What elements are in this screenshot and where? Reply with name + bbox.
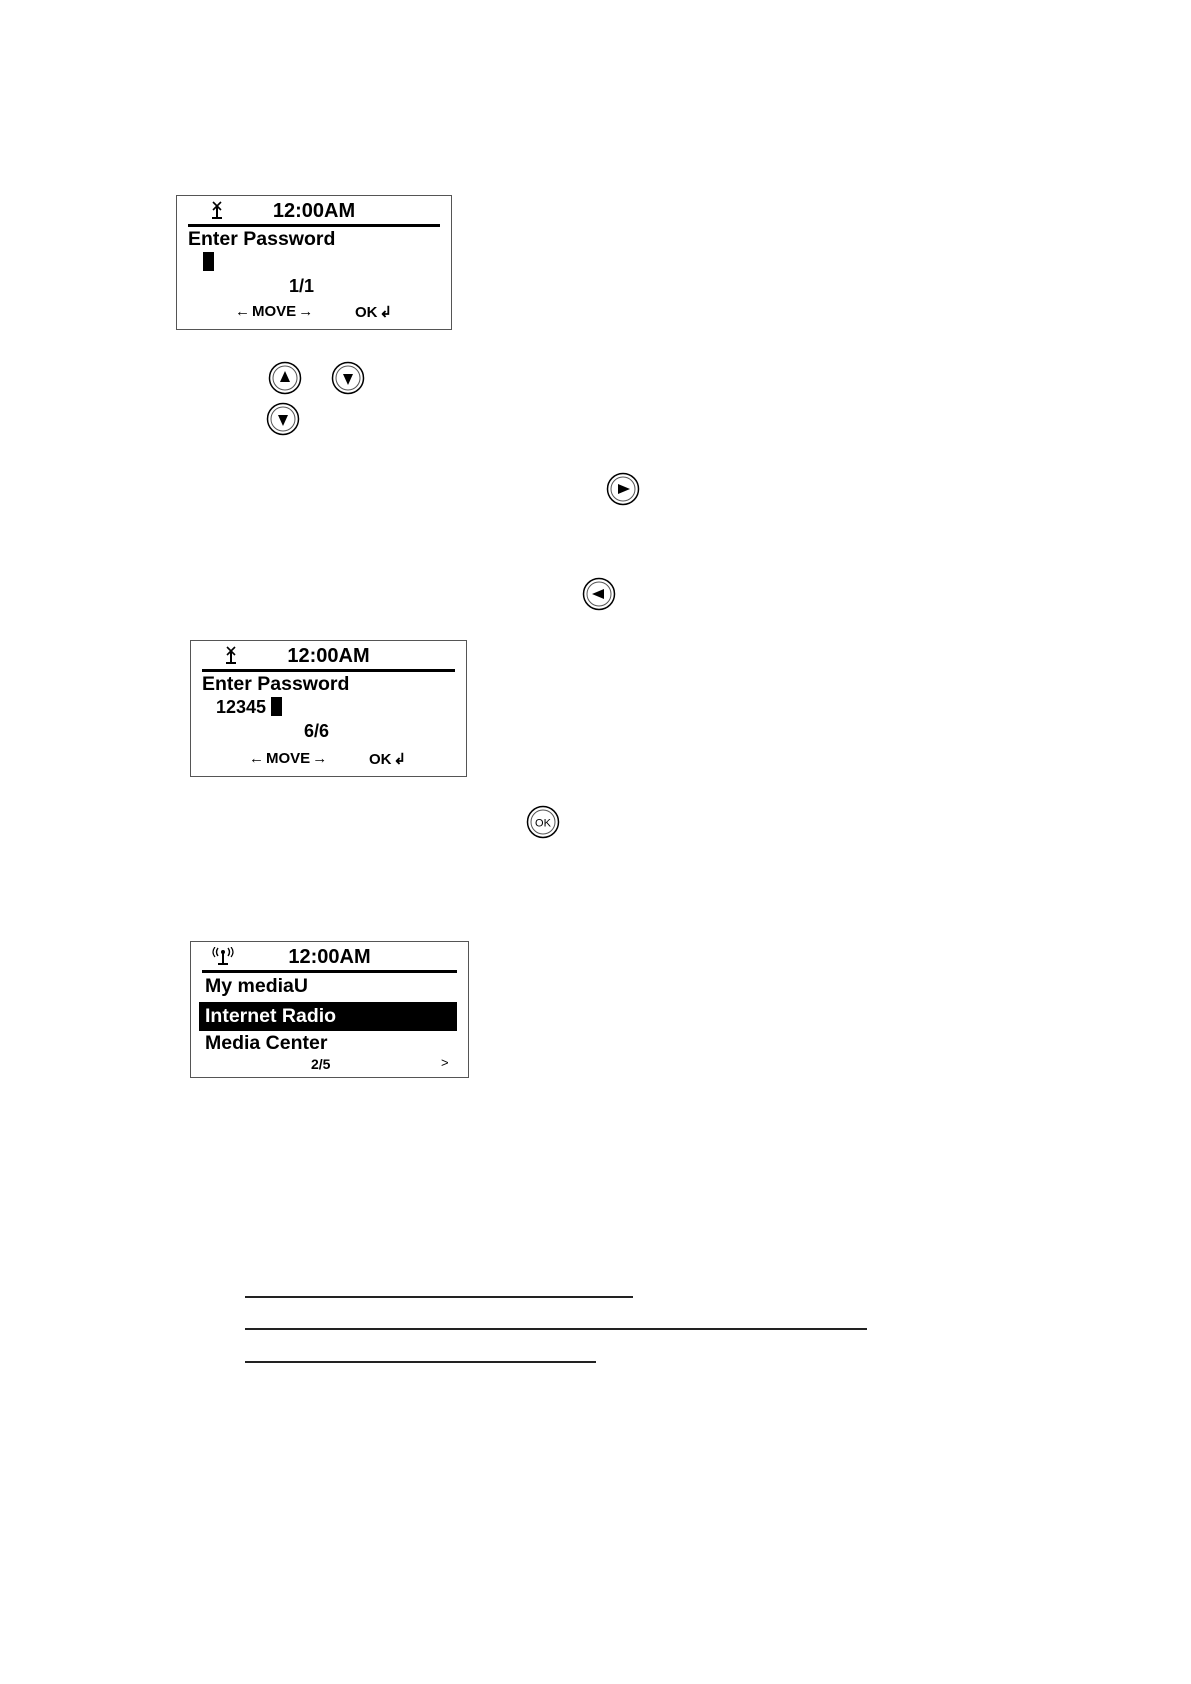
lcd-screen-enter-password-empty [176, 195, 452, 330]
arrow-right-icon: → [298, 303, 314, 320]
enter-return-icon: ↲ [379, 304, 393, 321]
status-bar [188, 198, 440, 227]
down-button-icon [331, 361, 365, 395]
ok-label: OK [355, 303, 378, 321]
menu-item-internet-radio[interactable]: Internet Radio [199, 1002, 457, 1031]
arrow-left-icon: ← [249, 750, 264, 767]
ok-hint [355, 303, 392, 321]
ok-button-label: OK [535, 817, 551, 830]
lcd-screen-main-menu [190, 941, 469, 1078]
password-entry [203, 252, 214, 273]
move-hint [235, 303, 313, 320]
arrow-left-icon: ← [235, 303, 250, 320]
menu-item-media-center[interactable]: Media Center [205, 1032, 328, 1054]
move-hint [249, 750, 327, 767]
right-button-icon [606, 472, 640, 506]
status-bar [202, 643, 455, 672]
clock-time: 12:00AM [288, 946, 371, 968]
move-label: MOVE [266, 750, 311, 767]
status-bar [202, 944, 457, 973]
password-value: 12345 [216, 697, 267, 717]
ok-label: OK [369, 750, 392, 768]
screen-title: Enter Password [202, 673, 350, 695]
underline-rule [245, 1296, 633, 1298]
clock-time: 12:00AM [287, 645, 370, 667]
down-button-icon [266, 402, 300, 436]
enter-return-icon: ↲ [393, 751, 407, 768]
underline-rule [245, 1328, 867, 1330]
ok-hint [369, 750, 406, 768]
text-cursor [271, 697, 282, 716]
lcd-screen-enter-password-filled [190, 640, 467, 777]
left-button-icon [582, 577, 616, 611]
up-button-icon [268, 361, 302, 395]
ok-button-icon [526, 805, 560, 839]
page-indicator: 2/5 [311, 1056, 331, 1072]
menu-item-my-mediau[interactable]: My mediaU [205, 975, 308, 997]
page-indicator: 6/6 [304, 721, 330, 741]
next-page-indicator: > [441, 1055, 449, 1070]
text-cursor [203, 252, 214, 271]
page-indicator: 1/1 [289, 276, 315, 296]
arrow-right-icon: → [312, 750, 328, 767]
password-entry [216, 697, 282, 718]
screen-title: Enter Password [188, 228, 336, 250]
underline-rule [245, 1361, 596, 1363]
clock-time: 12:00AM [272, 200, 356, 222]
move-label: MOVE [252, 303, 297, 320]
